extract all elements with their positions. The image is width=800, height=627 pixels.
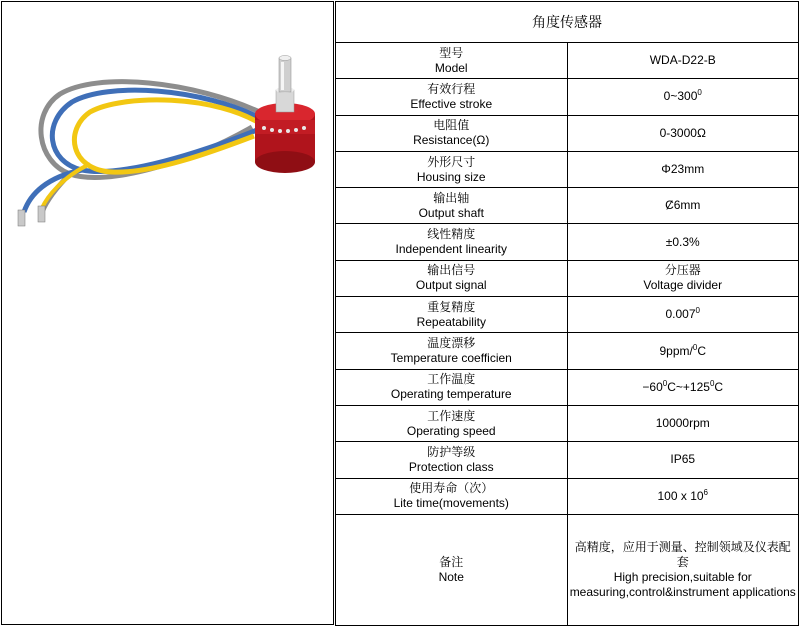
row-value: Ȼ6mm	[567, 188, 799, 224]
row-label: 重复精度 Repeatability	[336, 297, 568, 333]
row-label: 温度漂移 Temperature coefficien	[336, 333, 568, 369]
row-label: 输出信号 Output signal	[336, 260, 568, 296]
table-row	[336, 43, 799, 79]
table-row	[336, 405, 799, 441]
row-label: 电阻值 Resistance(Ω)	[336, 115, 568, 151]
note-label: 备注 Note	[336, 515, 568, 626]
row-label: 工作温度 Operating temperature	[336, 369, 568, 405]
row-value: 分压器 Voltage divider	[567, 260, 799, 296]
table-row	[336, 260, 799, 296]
row-label: 有效行程 Effective stroke	[336, 79, 568, 115]
table-row	[336, 478, 799, 514]
table-row	[336, 188, 799, 224]
row-value: IP65	[567, 442, 799, 478]
table-row	[336, 442, 799, 478]
row-value: Φ23mm	[567, 151, 799, 187]
row-value: 10000rpm	[567, 405, 799, 441]
row-label: 线性精度 Independent linearity	[336, 224, 568, 260]
row-value: ±0.3%	[567, 224, 799, 260]
table-title: 角度传感器	[336, 2, 799, 43]
table-row	[336, 333, 799, 369]
terminal-right	[38, 206, 45, 222]
row-label: 工作速度 Operating speed	[336, 405, 568, 441]
row-value: WDA-D22-B	[567, 43, 799, 79]
shaft	[279, 58, 291, 92]
row-value: $0\sim 300^0$	[567, 79, 799, 115]
housing-bottom	[255, 151, 315, 173]
table-row	[336, 297, 799, 333]
spec-table	[335, 1, 799, 626]
table-row	[336, 79, 799, 115]
potentiometer-photo	[2, 2, 333, 624]
bushing	[276, 90, 294, 112]
table-row	[336, 151, 799, 187]
row-value: 100 x $10^6$	[567, 478, 799, 514]
table-row	[336, 224, 799, 260]
note-row	[336, 515, 799, 626]
row-value: 0.007$^0$	[567, 297, 799, 333]
row-label: 外形尺寸 Housing size	[336, 151, 568, 187]
terminal-left	[18, 210, 25, 226]
row-value: 0-3000Ω	[567, 115, 799, 151]
table-row	[336, 115, 799, 151]
table-row	[336, 369, 799, 405]
row-label: 型号 Model	[336, 43, 568, 79]
note-value: 高精度，应用于测量、控制领域及仪表配套 High precision,suitable for measuring,control&instrument applications	[567, 515, 799, 626]
row-label: 输出轴 Output shaft	[336, 188, 568, 224]
row-label: 使用寿命（次） Lite time(movements)	[336, 478, 568, 514]
table-title-row	[336, 2, 799, 43]
row-label: 防护等级 Protection class	[336, 442, 568, 478]
row-value: $-60^0C\sim+125^0C$	[567, 369, 799, 405]
row-value: 9ppm/$^0$C	[567, 333, 799, 369]
product-photo-cell	[1, 1, 334, 625]
